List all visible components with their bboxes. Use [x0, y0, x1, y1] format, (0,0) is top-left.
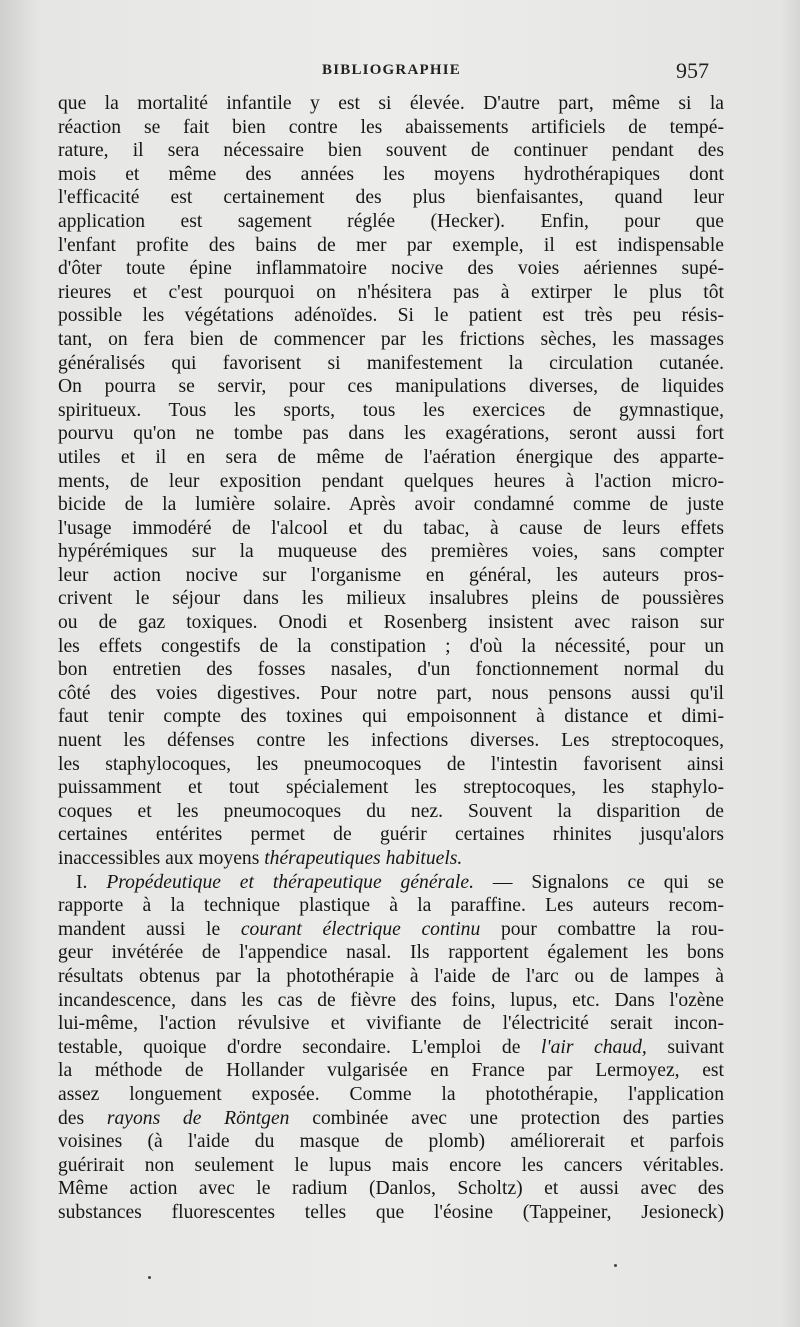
text-line: bon entretien des fosses nasales, d'un fonctionnement normal du [58, 659, 724, 681]
text-line: réaction se fait bien contre les abaissements artificiels de tempé- [58, 116, 724, 138]
text-line: guérirait non seulement le lupus mais encore les cancers véritables. [58, 1154, 724, 1176]
text-line: possible les végétations adénoïdes. Si le patient est très peu résis- [58, 305, 724, 327]
text-line: pourvu qu'on ne tombe pas dans les exagérations, seront aussi fort [58, 423, 724, 445]
page-number: 957 [676, 58, 709, 83]
section-title: Propédeutique et thérapeutique générale. [106, 871, 474, 893]
text-line: substances fluorescentes telles que l'éosine (Tappeiner, Jesioneck) [58, 1201, 724, 1223]
print-speck [148, 1276, 151, 1279]
text-line: puissamment et tout spécialement les streptocoques, les staphylo- [58, 777, 724, 799]
text-line: application est sagement réglée (Hecker). Enfin, pour que [58, 210, 724, 232]
text-run: testable, quoique d'ordre secondaire. L'emploi de [58, 1036, 521, 1058]
text-line: voisines (à l'aide du masque de plomb) améliorerait et parfois [58, 1131, 724, 1153]
text-line: spiritueux. Tous les sports, tous les exercices de gymnastique, [58, 399, 724, 421]
text-line: rature, il sera nécessaire bien souvent de continuer pendant des [58, 140, 724, 162]
text-line: côté des voies digestives. Pour notre part, nous pensons aussi qu'il [58, 682, 724, 704]
italic-run: l'air chaud, [540, 1036, 647, 1058]
text-line: certaines entérites permet de guérir certaines rhinites jusqu'alors [58, 824, 724, 846]
text-line: faut tenir compte des toxines qui empoisonnent à distance et dimi- [58, 706, 724, 728]
text-line: rieures et c'est pourquoi on n'hésitera pas à extirper le plus tôt [58, 281, 724, 303]
text-line: coques et les pneumocoques du nez. Souvent la disparition de [58, 800, 724, 822]
text-run: inaccessibles aux moyens [58, 848, 260, 869]
text-line: les staphylocoques, les pneumocoques de l'intestin favorisent ainsi [58, 753, 724, 775]
text-line: leur action nocive sur l'organisme en général, les auteurs pros- [58, 564, 724, 586]
text-run: pour combattre la rou- [500, 918, 724, 940]
section-number: I. [76, 871, 88, 893]
italic-run: courant électrique continu [240, 918, 481, 940]
text-line: les effets congestifs de la constipation ; d'où la nécessité, pour un [58, 635, 724, 657]
text-line: tant, on fera bien de commencer par les frictions sèches, les massages [58, 328, 724, 350]
text-line [58, 847, 724, 871]
text-line [58, 918, 724, 942]
text-line [58, 1036, 724, 1060]
page-header [0, 58, 800, 88]
text-line: Même action avec le radium (Danlos, Scholtz) et aussi avec des [58, 1178, 724, 1200]
text-line: résultats obtenus par la photothérapie à l'aide de l'arc ou de lampes à [58, 965, 724, 987]
italic-run: rayons de Röntgen [106, 1107, 290, 1129]
text-run: combinée avec une protection des parties [312, 1107, 724, 1129]
text-line: nuent les défenses contre les infections diverses. Les streptocoques, [58, 730, 724, 752]
text-line: généralisés qui favorisent si manifestement la circulation cutanée. [58, 352, 724, 374]
text-line [58, 1107, 724, 1131]
text-line: ou de gaz toxiques. Onodi et Rosenberg insistent avec raison sur [58, 612, 724, 634]
italic-run: thérapeutiques habituels. [264, 848, 463, 869]
text-run: suivant [667, 1036, 724, 1058]
section-heading-line [58, 871, 724, 895]
text-line: assez longuement exposée. Comme la photothérapie, l'application [58, 1083, 724, 1105]
text-line: crivent le séjour dans les milieux insalubres pleins de poussières [58, 588, 724, 610]
text-line: ments, de leur exposition pendant quelques heures à l'action micro- [58, 470, 724, 492]
text-line: bicide de la lumière solaire. Après avoir condamné comme de juste [58, 494, 724, 516]
text-line: utiles et il en sera de même de l'aération énergique des apparte- [58, 446, 724, 468]
text-line: lui-même, l'action révulsive et vivifiante de l'électricité serait incon- [58, 1013, 724, 1035]
text-line: geur invétérée de l'appendice nasal. Ils rapportent également les bons [58, 942, 724, 964]
text-line: rapporte à la technique plastique à la paraffine. Les auteurs recom- [58, 895, 724, 917]
text-run: des [58, 1107, 85, 1129]
text-line: l'usage immodéré de l'alcool et du tabac, à cause de leurs effets [58, 517, 724, 539]
text-line: l'enfant profite des bains de mer par exemple, il est indispensable [58, 234, 724, 256]
text-line: que la mortalité infantile y est si élevée. D'autre part, même si la [58, 93, 724, 114]
text-line: incandescence, dans les cas de fièvre des foins, lupus, etc. Dans l'ozène [58, 989, 724, 1011]
text-run: — Signalons ce qui se [492, 871, 724, 893]
body-text [58, 92, 724, 1225]
text-line: mois et même des années les moyens hydrothérapiques dont [58, 163, 724, 185]
print-speck [614, 1264, 617, 1267]
text-line: d'ôter toute épine inflammatoire nocive des voies aériennes supé- [58, 258, 724, 280]
text-line: hypérémiques sur la muqueuse des premières voies, sans compter [58, 541, 724, 563]
running-title: BIBLIOGRAPHIE [322, 62, 461, 78]
text-line: la méthode de Hollander vulgarisée en France par Lermoyez, est [58, 1060, 724, 1082]
text-run: mandent aussi le [58, 918, 221, 940]
text-line: l'efficacité est certainement des plus bienfaisantes, quand leur [58, 187, 724, 209]
text-line: On pourra se servir, pour ces manipulations diverses, de liquides [58, 376, 724, 398]
